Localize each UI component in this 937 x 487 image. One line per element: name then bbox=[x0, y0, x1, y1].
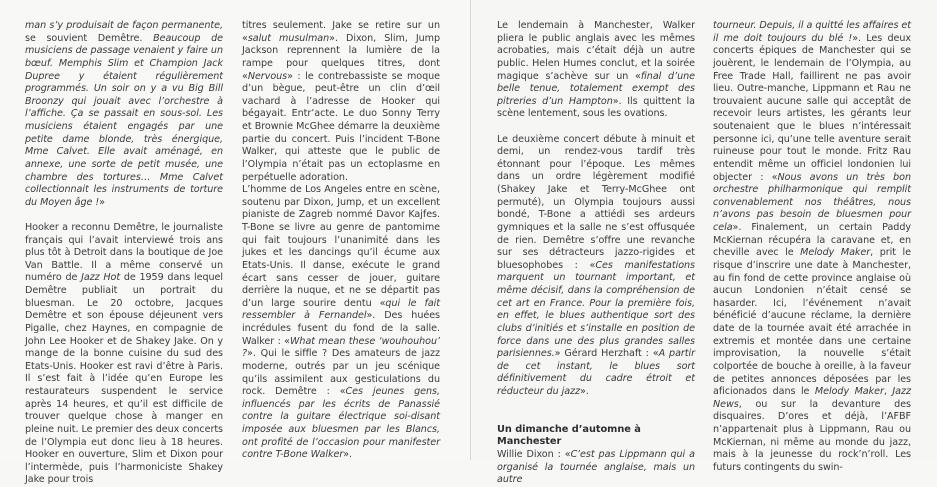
paragraph bbox=[497, 134, 695, 399]
italic-quote-text: Nervous bbox=[247, 70, 288, 82]
body-text: se souvient Demêtre. bbox=[25, 32, 154, 44]
body-text: L’homme de Los Angeles entre en scène, soutenu par Dixon, Jump, et un excellent pianiste de Zagreb nommé Davor Kajfes. T-Bone se livre au genre de pantomime qui fait toujours l’unanimité dans les jukes et les dancings qu’il écume aux Etats-Unis. Il danse, exécute le grand écart sans cesser de jouer, guitare derrière la nuque, et ne se départit pas d’un large sourire dentu « bbox=[242, 184, 440, 309]
paragraph bbox=[242, 20, 440, 184]
italic-quote-text: Jazz Hot bbox=[81, 272, 121, 284]
italic-quote-text: final d’une belle tenue, totalement exempt des pitreries d’un Hampton bbox=[497, 70, 695, 107]
body-text: ». Ils quittent la scène lentement, sous les ovations. bbox=[497, 95, 696, 120]
body-text: ». Finalement, un certain Paddy McKiernan récupéra la caravane et, en cheville avec le bbox=[713, 222, 911, 259]
paragraph bbox=[713, 20, 911, 475]
paragraph-spacer bbox=[497, 121, 695, 134]
italic-quote-text: tourneur. Depuis, il a quitté les affaires et il me doit toujours du blé ! bbox=[713, 20, 911, 44]
paragraph bbox=[497, 449, 695, 487]
italic-quote-text: What mean these ‘wouhouhou’ ? bbox=[242, 335, 440, 360]
italic-quote-text: Ces manifestations marquent un tournant important, et même décisif, dans la compréhension de cet art en France. Pour la première fois, en effet, le blues authentique sort des clubs d’initiés et s’installe en position de force dans une des plus grandes salles parisiennes. bbox=[497, 259, 696, 360]
body-text: ». Les deux concerts épiques de Manchester qui se jouèrent, le lendemain de l’Olympia, au Free Trade Hall, faillirent ne pas avoir lieu. Outre-manche, Lippmann et Rau ne trouvaient aucune salle qui acceptât de recevoir leurs artistes, les gérants leur soutenaient que le blues n’intéressait personne ici, qu’une telle aventure serait ruineuse pour tout le monde. Fritz Rau entendit même un officiel londonien lui objecter : « bbox=[713, 32, 912, 183]
section-heading: Un dimanche d’automne à Manchester bbox=[497, 423, 641, 448]
body-text: Le lendemain à Manchester, Walker pliera le public anglais avec les mêmes acrobaties, mais c’était déjà un autre public. Helen Humes conclut, et la soirée magique s’achève sur un « bbox=[497, 20, 695, 82]
body-text: ». Qui le siffle ? Des amateurs de jazz moderne, outrés par un jeu scénique qu’ils assimilent aux gesticulations du rock. Demêtre : « bbox=[242, 348, 440, 398]
paragraph bbox=[25, 222, 223, 487]
italic-quote-text: salut musulman bbox=[247, 32, 330, 44]
body-text: , ou sur la devanture des disquaires. D’ores et déjà, l’AFBF n’appartenait plus à Lippmann, Rau ou McKiernan, ni même au monde du jazz, mais à la jeunesse du rock’n’roll. Les futurs contingents du swin- bbox=[713, 398, 911, 473]
italic-quote-text: Melody Maker bbox=[800, 247, 871, 259]
paragraph bbox=[25, 20, 223, 209]
italic-quote-text: C’est pas Lippmann qui a organisé la tournée anglaise, mais un autre bbox=[497, 448, 695, 486]
body-text: » : le contrebassiste se moque d’un bègue, peut-être un clin d’œil vachard à l’adresse de Hooker qui bégayait. Entr’acte. Le duo Sonny Terry et Brownie McGhee démarre la deuxième partie du concert. Puis l’incident T-Bone Walker, qui atteste que le public de l’Olympia n’était pas un ectoplasme en perpétuelle adoration. bbox=[242, 70, 440, 183]
body-text: Le deuxième concert débute à minuit et demi, un rendez-vous tardif très étonnant pour l’époque. Les mêmes dans un ordre légèrement modifié (Shakey Jake et Terry-McGhee ont permuté), un Olympia toujours aussi bondé, T-Bone a attiédi ses ardeurs gymniques et la salle ne s’est offusquée de rien. Demêtre s’offre une revanche sur ses détracteurs jazzo-rigides et bluesophobes : « bbox=[497, 133, 695, 271]
body-text: ». bbox=[343, 449, 353, 461]
paragraph bbox=[497, 20, 695, 121]
italic-quote-text: Jazz News bbox=[713, 386, 911, 410]
italic-quote-text: Ces jeunes gens, influencés par les écrits de Panassié contre la guitare électrique soi-disant imposée aux bluesmen par les Blancs, ont profité de l’occasion pour manifester contre T-Bone Walker bbox=[242, 386, 440, 461]
text-column-3 bbox=[497, 20, 695, 487]
body-text: » bbox=[99, 196, 105, 208]
body-text: de 1959 dans lequel Demêtre publiait un portrait du bluesman. Le 20 octobre, Jacques Demêtre et son épouse déjeunent vers Pigalle, chez Haynes, en compagnie de John Lee Hooker et de Shakey Jake. On y mange de la bonne cuisine du sud des Etats-Unis. Hooker est ravi d’être à Paris. Il s’est fait à l’idée qu’en Europe les restaurateurs suspendent le service après 14 heures, et qu’il est difficile de trouver quelque chose à manger en pleine nuit. Le premier des deux concerts de l’Olympia eut donc lieu à 18 heures. Hooker en ouverture, Slim et Dixon pour l’intermède, puis l’harmoniciste Shakey Jake pour trois bbox=[25, 272, 223, 486]
body-text: ». Des huées incrédules fusent du fond de la salle. Walker : « bbox=[242, 310, 440, 347]
italic-quote-text: Nous avons un très bon orchestre philharmonique qui remplit convenablement nos théâtres, nous n’avons pas besoin de bluesmen pour cela bbox=[713, 171, 911, 233]
body-text: , prit le risque d’inscrire une date à Manchester, au fin fond de cette province anglaise où aucun Londonien n’était censé se hasarder. Ici, l’événement n’avait bénéficié d’aucune réclame, la dernière date de la tournée avait été arrachée in extremis et montée dans une certaine improvisation, la nouvelle s’était colportée de bouche à oreille, à la faveur de petites annonces déposées par les aficionados dans le bbox=[713, 247, 911, 398]
body-text: Willie Dixon : « bbox=[497, 448, 571, 460]
italic-quote-text: qui le fait ressembler à Fernandel bbox=[242, 297, 440, 322]
text-column-1 bbox=[25, 20, 223, 487]
italic-quote-text: Melody Maker bbox=[814, 386, 884, 398]
paragraph-spacer bbox=[25, 209, 223, 222]
italic-quote-text: Beaucoup de musiciens de passage venaient y faire un bœuf. Memphis Slim et Champion Jack Dupree y étaient régulièrement programmés. Un soir on y a vu Big Bill Broonzy qui jouait avec l’orchestre à l’affiche. Ça se passait en sous-sol. Les musiciens étaient engagés par une petite dame blonde, très énergique, Mme Calvet. Elle avait aménagé, en annexe, une sorte de petit musée, une chambre des tortures… Mme Calvet collectionnait les instruments de torture du Moyen âge ! bbox=[25, 32, 223, 208]
text-column-2 bbox=[242, 20, 440, 462]
body-text: titres seulement. Jake se retire sur un « bbox=[242, 20, 440, 44]
paragraph-spacer bbox=[497, 399, 695, 424]
text-column-4 bbox=[713, 20, 911, 475]
body-text: ». bbox=[580, 386, 589, 398]
paragraph bbox=[242, 184, 440, 462]
body-text: » Gérard Herzhaft : « bbox=[554, 348, 659, 360]
body-text: Hooker a reconnu Demêtre, le journaliste français qui l’avait interviewé trois ans plus tôt à Detroit dans la boutique de Joe Van Battle. Il a même conservé un numéro de bbox=[25, 221, 223, 284]
body-text: ». Dixon, Slim, Jump Jackson reprennent la lumière de la rampe pour quelques titres, dont « bbox=[242, 32, 440, 82]
body-text: , bbox=[883, 386, 893, 398]
italic-quote-text: A partir de cet instant, le blues sort définitivement du cadre étroit et réducteur du jazz bbox=[497, 348, 696, 398]
italic-quote-text: man s’y produisait de façon permanente, bbox=[25, 20, 223, 31]
